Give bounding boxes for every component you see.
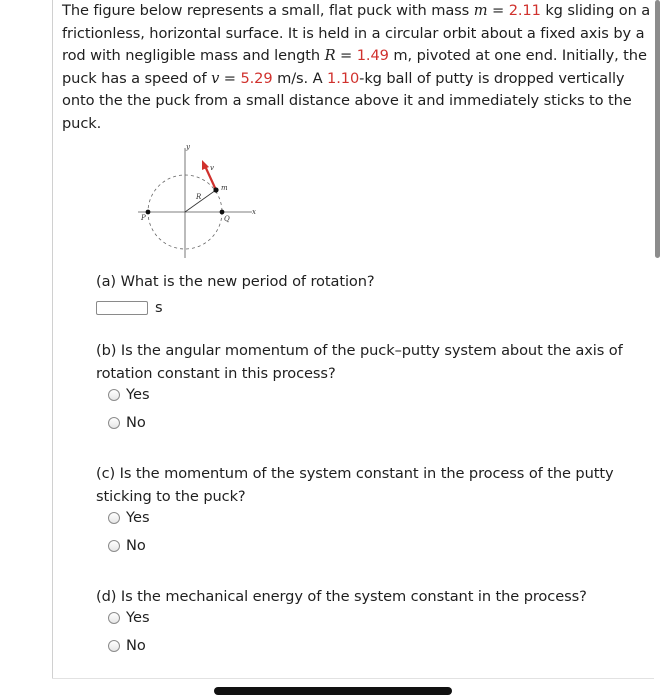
period-answer-input[interactable] [96, 301, 148, 315]
radio-d-no[interactable] [108, 640, 120, 652]
option-c-no-label: No [126, 537, 146, 554]
radio-d-yes[interactable] [108, 612, 120, 624]
option-b-yes-label: Yes [126, 386, 150, 403]
question-b-text: (b) Is the angular momentum of the puck–putty system about the axis of rotation constant in this process? [96, 342, 623, 382]
period-unit: s [155, 299, 163, 316]
label-r: R [196, 193, 202, 201]
option-d-yes-label: Yes [126, 609, 150, 626]
option-d-no-label: No [126, 637, 146, 654]
length-value: 1.49 [356, 47, 389, 64]
label-y: y [186, 143, 190, 151]
option-c-no[interactable] [108, 537, 146, 554]
option-d-no[interactable] [108, 637, 146, 654]
speed-value: 5.29 [240, 69, 273, 87]
home-indicator [214, 687, 452, 695]
option-c-yes-label: Yes [126, 509, 150, 526]
label-q: Q [224, 215, 230, 223]
puck-m [213, 187, 218, 192]
option-c-yes[interactable] [108, 509, 150, 526]
label-p: P [141, 214, 146, 222]
label-m: m [221, 184, 228, 192]
content-bottom-border [52, 678, 654, 679]
content-left-border [52, 0, 53, 679]
question-d-text: (d) Is the mechanical energy of the system constant in the process? [96, 588, 587, 605]
puck-orbit-figure [130, 140, 270, 260]
problem-statement: The figure below represents a small, flat puck with mass m = 2.11 kg sliding on a frictionless, horizontal surface. It is held in a circular orbit about a fixed axis by a rod with negligible mass and length R = 1.49 m, pivoted at one end. Initially, the puck has a speed of v = 5.29 m/s. A 1.10-kg ball of putty is dropped vertically onto the the puck from a small distance above it and immediately sticks to the puck. [62, 2, 651, 132]
question-c-text: (c) Is the momentum of the system constant in the process of the putty sticking to the puck? [96, 465, 614, 505]
answer-a-row [96, 298, 163, 318]
velocity-arrowhead [202, 160, 209, 170]
option-b-yes[interactable] [108, 386, 150, 403]
scrollbar[interactable] [655, 0, 660, 258]
mass-value: 2.11 [508, 2, 541, 19]
radio-b-yes[interactable] [108, 389, 120, 401]
radio-c-yes[interactable] [108, 512, 120, 524]
label-v: v [210, 164, 214, 172]
radio-b-no[interactable] [108, 417, 120, 429]
radio-c-no[interactable] [108, 540, 120, 552]
point-p [146, 210, 151, 215]
question-a-text: (a) What is the new period of rotation? [96, 273, 375, 290]
putty-mass-value: 1.10 [327, 69, 360, 87]
option-b-no[interactable] [108, 414, 146, 431]
label-x: x [252, 208, 256, 216]
point-q [220, 210, 225, 215]
option-b-no-label: No [126, 414, 146, 431]
option-d-yes[interactable] [108, 609, 150, 626]
